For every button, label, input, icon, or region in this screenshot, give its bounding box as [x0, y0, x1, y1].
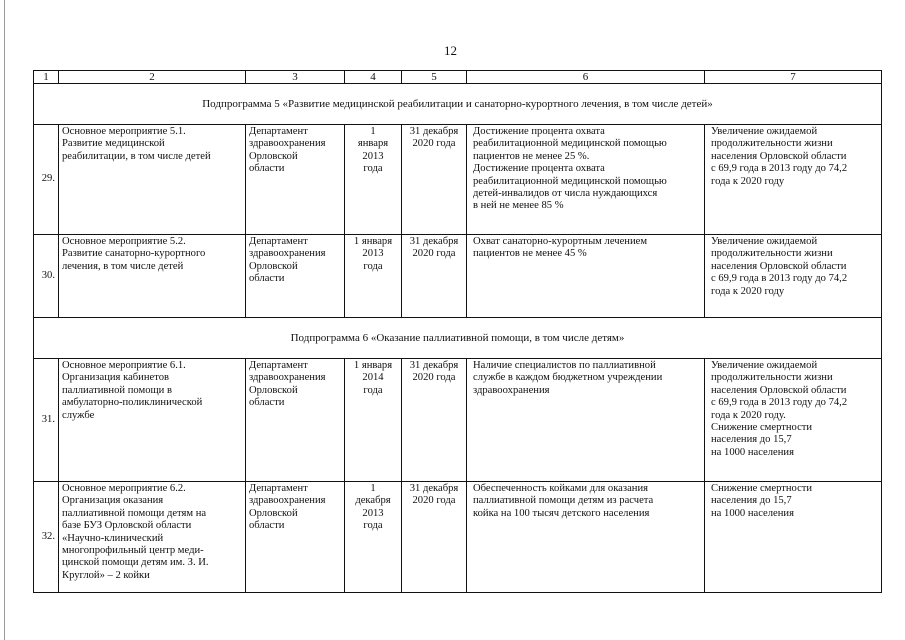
subprogram-row [34, 318, 882, 359]
result-cell: Увеличение ожидаемой продолжительности жизни населения Орловской области с 69,9 года в 2013 году до 74,2 года к 2020 году [705, 125, 882, 235]
executor-cell: Департамент здравоохранения Орловской области [246, 235, 345, 318]
column-header: 3 [246, 71, 345, 84]
column-header: 6 [467, 71, 705, 84]
event-cell: Основное мероприятие 5.1. Развитие медицинской реабилитации, в том числе детей [59, 125, 246, 235]
start-date-cell: 1 декабря 2013 года [345, 482, 402, 593]
column-header: 2 [59, 71, 246, 84]
subprogram-title: Подпрограмма 6 «Оказание паллиативной помощи, в том числе детям» [34, 318, 882, 359]
row-number: 32. [34, 482, 59, 593]
row-number: 29. [34, 125, 59, 235]
indicator-cell: Достижение процента охвата реабилитационной медицинской помощью пациентов не менее 25 %. Достижение процента охвата реабилитационной медицинской помощью детей-инвалидов от числа нуждающихся в ней не менее 85 % [467, 125, 705, 235]
start-date-cell: 1 января 2013 года [345, 125, 402, 235]
table-row [34, 482, 882, 593]
event-cell: Основное мероприятие 6.1. Организация кабинетов паллиативной помощи в амбулаторно-поликлинической службе [59, 359, 246, 482]
start-date-cell: 1 января 2014 года [345, 359, 402, 482]
subprogram-row [34, 84, 882, 125]
result-cell: Увеличение ожидаемой продолжительности жизни населения Орловской области с 69,9 года в 2013 году до 74,2 года к 2020 году. Снижение смертности населения до 15,7 на 1000 населения [705, 359, 882, 482]
end-date-cell: 31 декабря 2020 года [402, 482, 467, 593]
column-header: 5 [402, 71, 467, 84]
executor-cell: Департамент здравоохранения Орловской области [246, 125, 345, 235]
indicator-cell: Наличие специалистов по паллиативной службе в каждом бюджетном учреждении здравоохранения [467, 359, 705, 482]
executor-cell: Департамент здравоохранения Орловской области [246, 359, 345, 482]
result-cell: Снижение смертности населения до 15,7 на 1000 населения [705, 482, 882, 593]
page-binding-line [4, 0, 5, 640]
program-events-table [33, 70, 882, 593]
result-cell: Увеличение ожидаемой продолжительности жизни населения Орловской области с 69,9 года в 2013 году до 74,2 года к 2020 году [705, 235, 882, 318]
column-number-row [34, 71, 882, 84]
table-row [34, 235, 882, 318]
subprogram-title: Подпрограмма 5 «Развитие медицинской реабилитации и санаторно-курортного лечения, в том числе детей» [34, 84, 882, 125]
indicator-cell: Обеспеченность койками для оказания паллиативной помощи детям из расчета койка на 100 тысяч детского населения [467, 482, 705, 593]
row-number: 30. [34, 235, 59, 318]
table-row [34, 125, 882, 235]
column-header: 7 [705, 71, 882, 84]
page-number: 12 [444, 43, 457, 58]
indicator-cell: Охват санаторно-курортным лечением пациентов не менее 45 % [467, 235, 705, 318]
event-cell: Основное мероприятие 5.2. Развитие санаторно-курортного лечения, в том числе детей [59, 235, 246, 318]
event-cell: Основное мероприятие 6.2. Организация оказания паллиативной помощи детям на базе БУЗ Орловской области «Научно-клинический многопрофильный центр меди- цинской помощи детям им. З. И. Круглой» – 2 койки [59, 482, 246, 593]
table-row [34, 359, 882, 482]
end-date-cell: 31 декабря 2020 года [402, 125, 467, 235]
column-header: 4 [345, 71, 402, 84]
row-number: 31. [34, 359, 59, 482]
column-header: 1 [34, 71, 59, 84]
start-date-cell: 1 января 2013 года [345, 235, 402, 318]
executor-cell: Департамент здравоохранения Орловской области [246, 482, 345, 593]
end-date-cell: 31 декабря 2020 года [402, 235, 467, 318]
end-date-cell: 31 декабря 2020 года [402, 359, 467, 482]
